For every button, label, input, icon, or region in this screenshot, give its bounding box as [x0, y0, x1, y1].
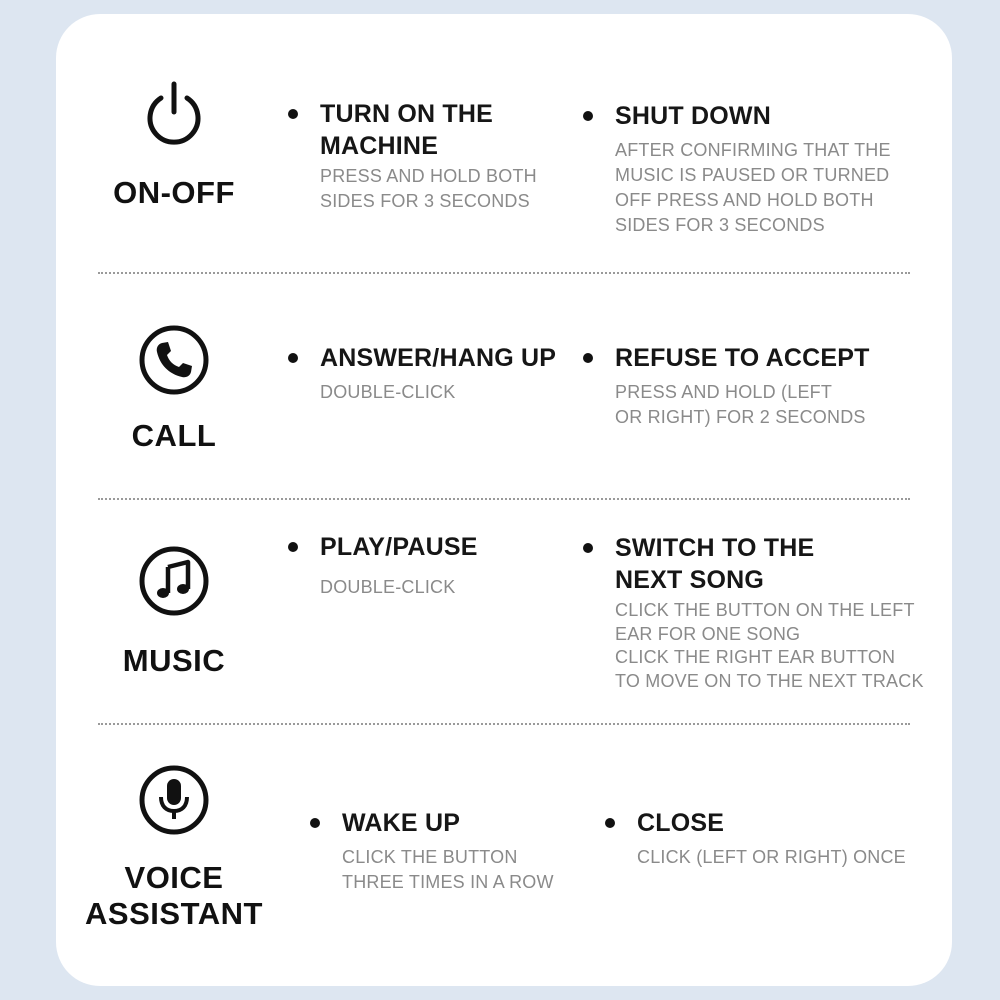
microphone-icon [138, 764, 210, 836]
item-play-pause [288, 531, 568, 600]
item-turn-on [288, 98, 568, 214]
item-desc: CLICK THE BUTTON ON THE LEFT EAR FOR ONE SONG CLICK THE RIGHT EAR BUTTON TO MOVE ON TO THE NEXT TRACK [615, 600, 924, 691]
item-title: ANSWER/HANG UP [320, 344, 557, 372]
divider [98, 498, 910, 500]
item-desc: DOUBLE-CLICK [320, 577, 456, 597]
item-refuse [583, 342, 923, 430]
section-label: ON-OFF [113, 175, 235, 210]
divider [98, 723, 910, 725]
item-desc: DOUBLE-CLICK [320, 382, 456, 402]
item-title: SWITCH TO THE NEXT SONG [615, 534, 815, 594]
item-title: TURN ON THE MACHINE [320, 100, 494, 160]
item-shut-down [583, 100, 943, 238]
bullet [583, 543, 593, 553]
bullet [583, 111, 593, 121]
section-label: VOICE ASSISTANT [85, 860, 263, 931]
power-icon [138, 78, 210, 150]
section-label: MUSIC [122, 643, 226, 678]
item-desc: CLICK THE BUTTON THREE TIMES IN A ROW [342, 847, 554, 892]
item-wake-up [310, 807, 590, 895]
phone-icon [138, 324, 210, 396]
bullet [288, 353, 298, 363]
bullet [288, 542, 298, 552]
item-title: SHUT DOWN [615, 102, 771, 130]
divider [98, 272, 910, 274]
item-title: PLAY/PAUSE [320, 533, 478, 561]
item-title: WAKE UP [342, 809, 461, 837]
item-title: CLOSE [637, 809, 725, 837]
item-next-song [583, 532, 943, 693]
instructions-card [56, 14, 952, 986]
bullet [288, 109, 298, 119]
item-desc: PRESS AND HOLD BOTH SIDES FOR 3 SECONDS [320, 166, 537, 211]
item-desc: PRESS AND HOLD (LEFT OR RIGHT) FOR 2 SECONDS [615, 382, 866, 427]
section-label: CALL [131, 418, 217, 453]
item-title: REFUSE TO ACCEPT [615, 344, 870, 372]
bullet [310, 818, 320, 828]
item-close [605, 807, 925, 870]
item-answer [288, 342, 588, 405]
item-desc: AFTER CONFIRMING THAT THE MUSIC IS PAUSED OR TURNED OFF PRESS AND HOLD BOTH SIDES FOR 3 SECONDS [615, 140, 891, 235]
bullet [605, 818, 615, 828]
item-desc: CLICK (LEFT OR RIGHT) ONCE [637, 847, 906, 867]
bullet [583, 353, 593, 363]
music-note-icon [138, 545, 210, 617]
